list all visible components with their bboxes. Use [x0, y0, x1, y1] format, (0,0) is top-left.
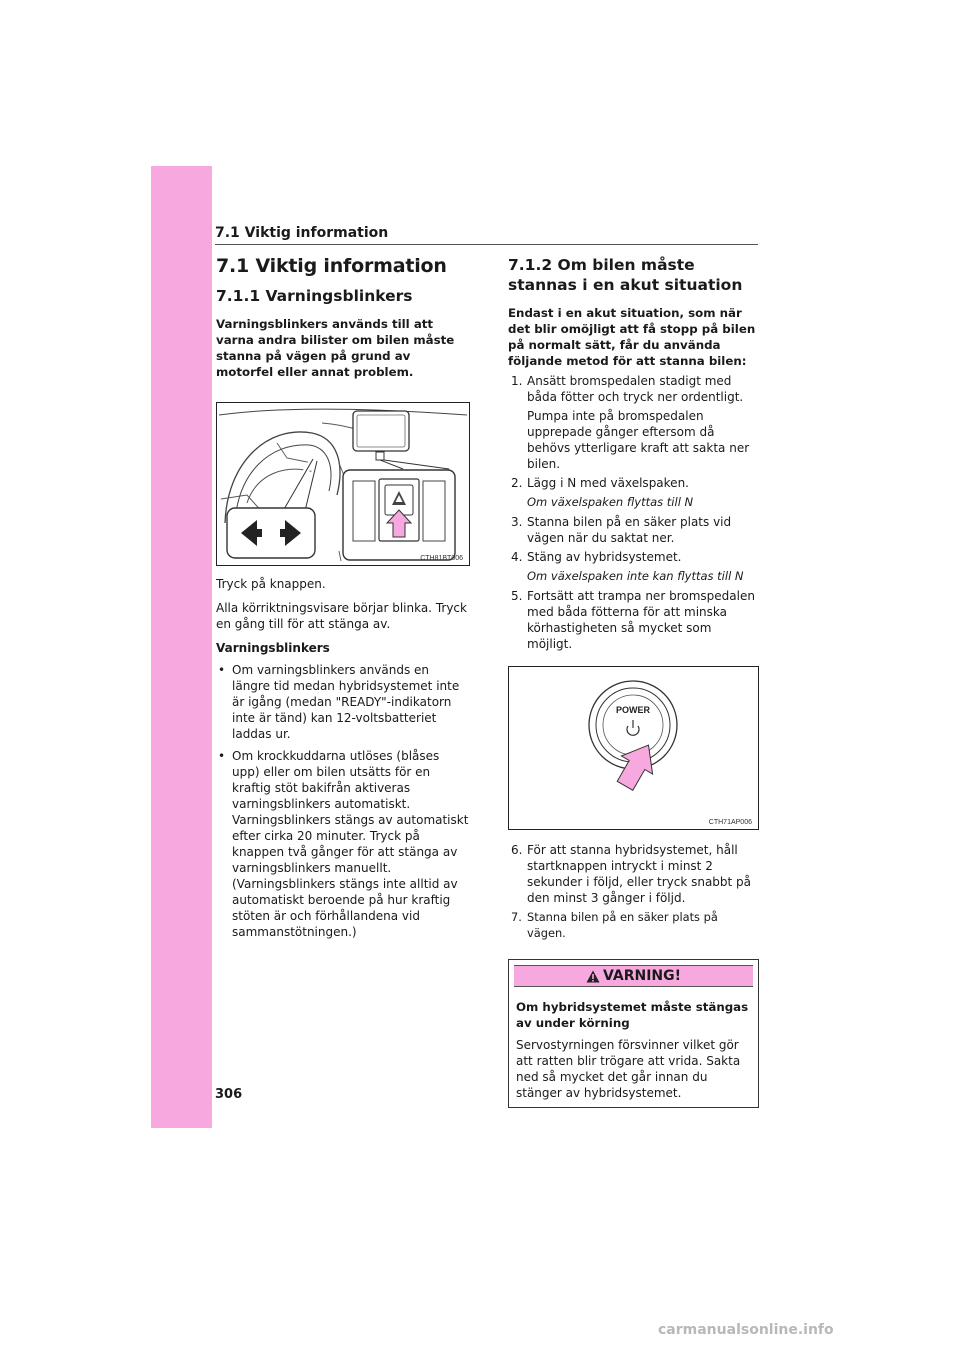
dashboard-illustration: [217, 403, 469, 565]
power-button-figure: [508, 666, 759, 830]
list-item: • Om krockkuddarna utlöses (blåses upp) eller om bilen utsätts för en kraftig stöt bakifrån aktiveras varningsblinkers automatiskt. Varningsblinkers stängs av automatiskt efter cirka 20 minuter. Tryck på knappen två gånger för att stänga av varningsblinkers manuellt. (Varningsblinkers stängs inte alltid av automatiskt beroende på hur kraftig stöten är och förhållandena vid sammanstötningen.): [218, 749, 469, 939]
side-tab-strip: [151, 166, 212, 1128]
list-item: 7. Stanna bilen på en säker plats på vägen.: [511, 910, 718, 940]
power-button-illustration: [509, 667, 758, 829]
warning-text: Servostyrningen försvinner vilket gör att ratten blir trögare att vrida. Sakta ned så mycket det går innan du stänger av hybridsystemet.: [516, 1038, 741, 1100]
right-column: [508, 255, 759, 1108]
all-indicators-text: Alla körriktningsvisare börjar blinka. Tryck en gång till för att stänga av.: [216, 601, 467, 631]
page-number: 306: [215, 1087, 243, 1102]
footer-watermark: carmanualsonline.info: [658, 1322, 834, 1338]
step-note: Om växelspaken flyttas till N: [527, 495, 694, 509]
list-item: • Om varningsblinkers används en längre tid medan hybridsystemet inte är igång (medan "READY"-indikatorn inte är tänd) kan 12-voltsbatteriet laddas ur.: [218, 663, 460, 741]
list-item: 3. Stanna bilen på en säker plats vid vägen när du saktat ner.: [511, 515, 732, 545]
hazard-switch-figure: [216, 402, 470, 566]
step-subtext: Pumpa inte på bromspedalen upprepade gånger eftersom då behövs ytterligare kraft att sakta ner bilen.: [527, 409, 750, 471]
warning-header: [514, 965, 753, 987]
list-item: 5. Fortsätt att trampa ner bromspedalen med båda fötterna för att minska körhastigheten så mycket som möjligt.: [511, 589, 755, 651]
list-item: 6. För att stanna hybridsystemet, håll startknappen intryckt i minst 2 sekunder i följd, eller tryck snabbt på den minst 3 gånger i följd.: [511, 843, 752, 905]
running-header: 7.1 Viktig information: [215, 225, 389, 241]
header-rule: [215, 244, 758, 245]
warning-triangle-icon: [586, 970, 600, 983]
figure-code: CTH71AP006: [708, 819, 752, 826]
warning-heading: VARNING!: [602, 968, 682, 984]
section-title: 7.1 Viktig information: [216, 255, 447, 277]
power-label: POWER: [615, 705, 651, 715]
step-note: Om växelspaken inte kan flyttas till N: [527, 569, 744, 583]
subsection-title-hazard: 7.1.1 Varningsblinkers: [216, 287, 413, 305]
list-item: 4. Stäng av hybridsystemet.: [511, 550, 682, 564]
hazard-lead: Varningsblinkers används till att varna andra bilister om bilen måste stanna på vägen på grund av motorfel eller annat problem.: [216, 317, 455, 379]
left-column: [216, 255, 470, 946]
list-item: 2. Lägg i N med växelspaken.: [511, 476, 689, 490]
subsection-title-emergency: 7.1.2 Om bilen måste stannas i en akut situation: [508, 256, 743, 294]
warning-box: [508, 959, 759, 1108]
figure-code: CTH81BT006: [420, 555, 463, 562]
warning-title: Om hybridsystemet måste stängas av under körning: [516, 1000, 749, 1030]
list-item: 1. Ansätt bromspedalen stadigt med båda fötter och tryck ner ordentligt.: [511, 374, 744, 404]
emergency-lead: Endast i en akut situation, som när det blir omöjligt att få stopp på bilen på normalt sätt, får du använda följande metod för att stanna bilen:: [508, 306, 756, 368]
hazard-label: Varningsblinkers: [216, 641, 330, 655]
press-button-text: Tryck på knappen.: [216, 577, 326, 591]
